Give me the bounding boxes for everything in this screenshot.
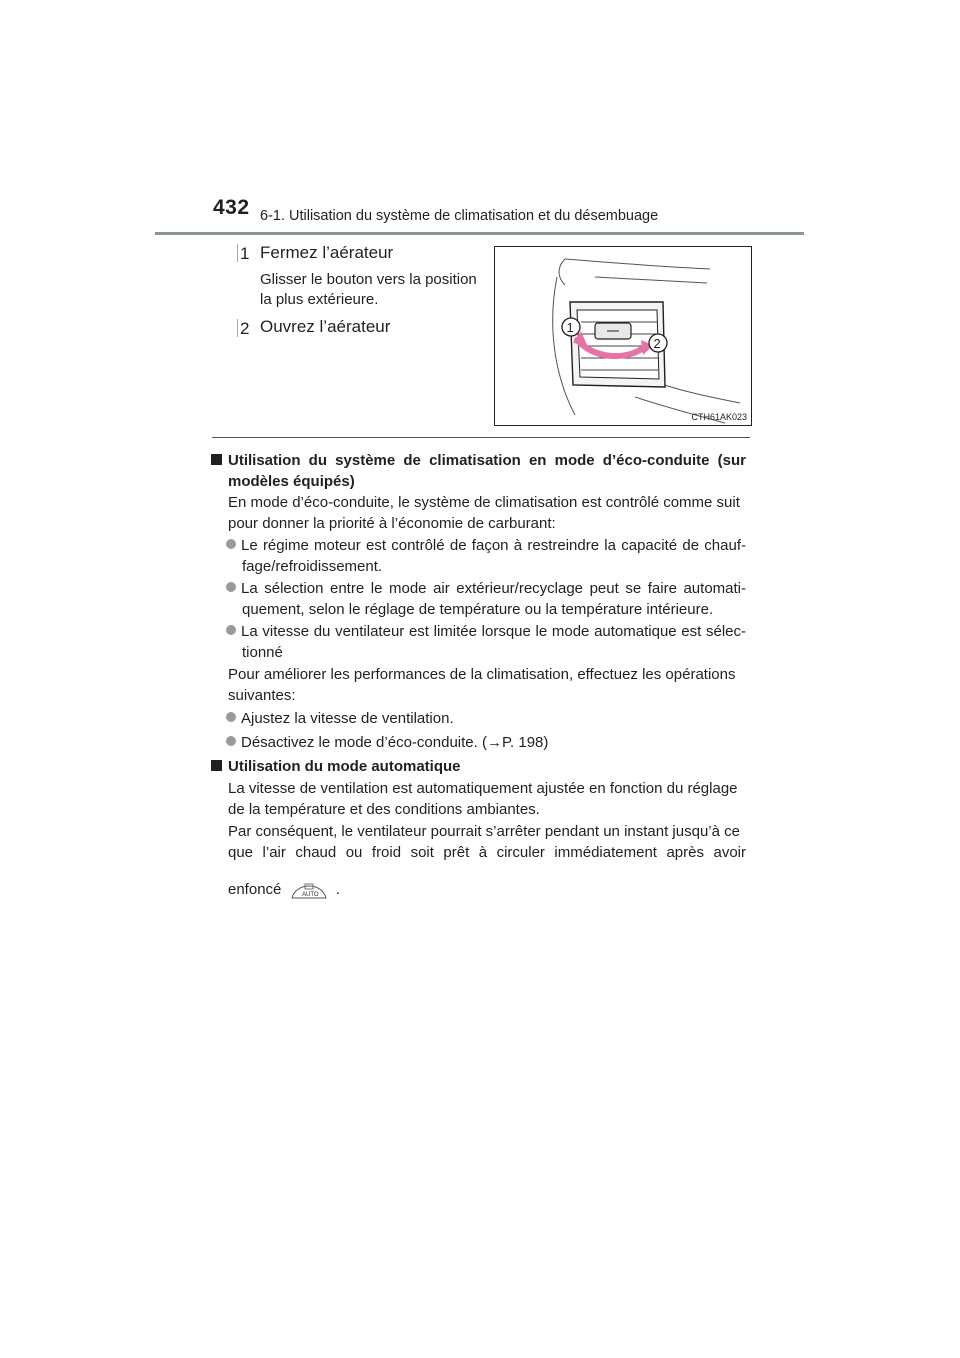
eco-bullet-5: Désactivez le mode d’éco-conduite. (→P. 198): [226, 732, 548, 753]
svg-text:AUTO: AUTO: [301, 892, 319, 898]
header-rule: [155, 232, 804, 235]
auto-heading: Utilisation du mode automatique: [211, 756, 461, 777]
auto-para-2-line-1: Par conséquent, le ventilateur pourrait s’arrêter pendant un instant jusqu’à ce: [228, 823, 740, 840]
auto-para-2-line-3: enfoncé AUTO .: [228, 876, 340, 906]
auto-para-1-line-2: de la température et des conditions ambiantes.: [228, 801, 540, 818]
square-bullet-icon: [211, 454, 222, 465]
eco-improve-line-2: suivantes:: [228, 687, 296, 704]
eco-bullet-1-line-1: Le régime moteur est contrôlé de façon à restreindre la capacité de chauf-: [226, 535, 746, 556]
air-vent-illustration: [494, 246, 752, 426]
svg-text:2: 2: [240, 319, 250, 338]
svg-text:1: 1: [240, 244, 250, 263]
eco-intro-line-1: En mode d’éco-conduite, le système de climatisation est contrôlé comme suit: [228, 494, 740, 511]
auto-para-2-line-2: que l’air chaud ou froid soit prêt à circuler immédiatement après avoir: [228, 844, 746, 861]
svg-text:2: 2: [653, 336, 661, 351]
step-1-description-line-1: Glisser le bouton vers la position: [260, 271, 477, 288]
figure-code: CTH61AK023: [691, 412, 747, 422]
section-title: 6-1. Utilisation du système de climatisation et du désembuage: [260, 208, 659, 224]
air-vent-icon: [495, 247, 751, 425]
eco-intro-line-2: pour donner la priorité à l’économie de carburant:: [228, 515, 556, 532]
circle-bullet-icon: [226, 625, 236, 635]
svg-text:1: 1: [566, 320, 574, 335]
step-2-title: Ouvrez l’aérateur: [260, 317, 391, 336]
eco-bullet-2-line-2: quement, selon le réglage de température ou la température intérieure.: [242, 601, 714, 618]
auto-para-1-line-1: La vitesse de ventilation est automatiquement ajustée en fonction du réglage: [228, 780, 738, 797]
auto-button-icon: [290, 876, 328, 906]
circle-bullet-icon: [226, 582, 236, 592]
square-bullet-icon: [211, 760, 222, 771]
circle-bullet-icon: [226, 539, 236, 549]
step-1-number-icon: [237, 243, 255, 268]
step-1-description-line-2: la plus extérieure.: [260, 291, 379, 308]
circle-bullet-icon: [226, 736, 236, 746]
section-divider: [212, 437, 750, 438]
eco-bullet-2-line-1: La sélection entre le mode air extérieur/recyclage peut se faire automati-: [226, 578, 746, 599]
eco-bullet-4: Ajustez la vitesse de ventilation.: [226, 708, 454, 729]
eco-bullet-3-line-2: tionné: [242, 644, 283, 661]
eco-improve-line-1: Pour améliorer les performances de la climatisation, effectuez les opérations: [228, 666, 736, 683]
step-2-number-icon: [237, 318, 255, 343]
eco-bullet-3-line-1: La vitesse du ventilateur est limitée lorsque le mode automatique est sélec-: [226, 621, 746, 642]
eco-heading-line-1: Utilisation du système de climatisation en mode d’éco-conduite (sur: [211, 450, 746, 471]
page-number: 432: [213, 196, 250, 219]
step-1-title: Fermez l’aérateur: [260, 243, 394, 262]
eco-heading-line-2: modèles équipés): [228, 473, 355, 490]
circle-bullet-icon: [226, 712, 236, 722]
eco-bullet-1-line-2: fage/refroidissement.: [242, 558, 383, 575]
